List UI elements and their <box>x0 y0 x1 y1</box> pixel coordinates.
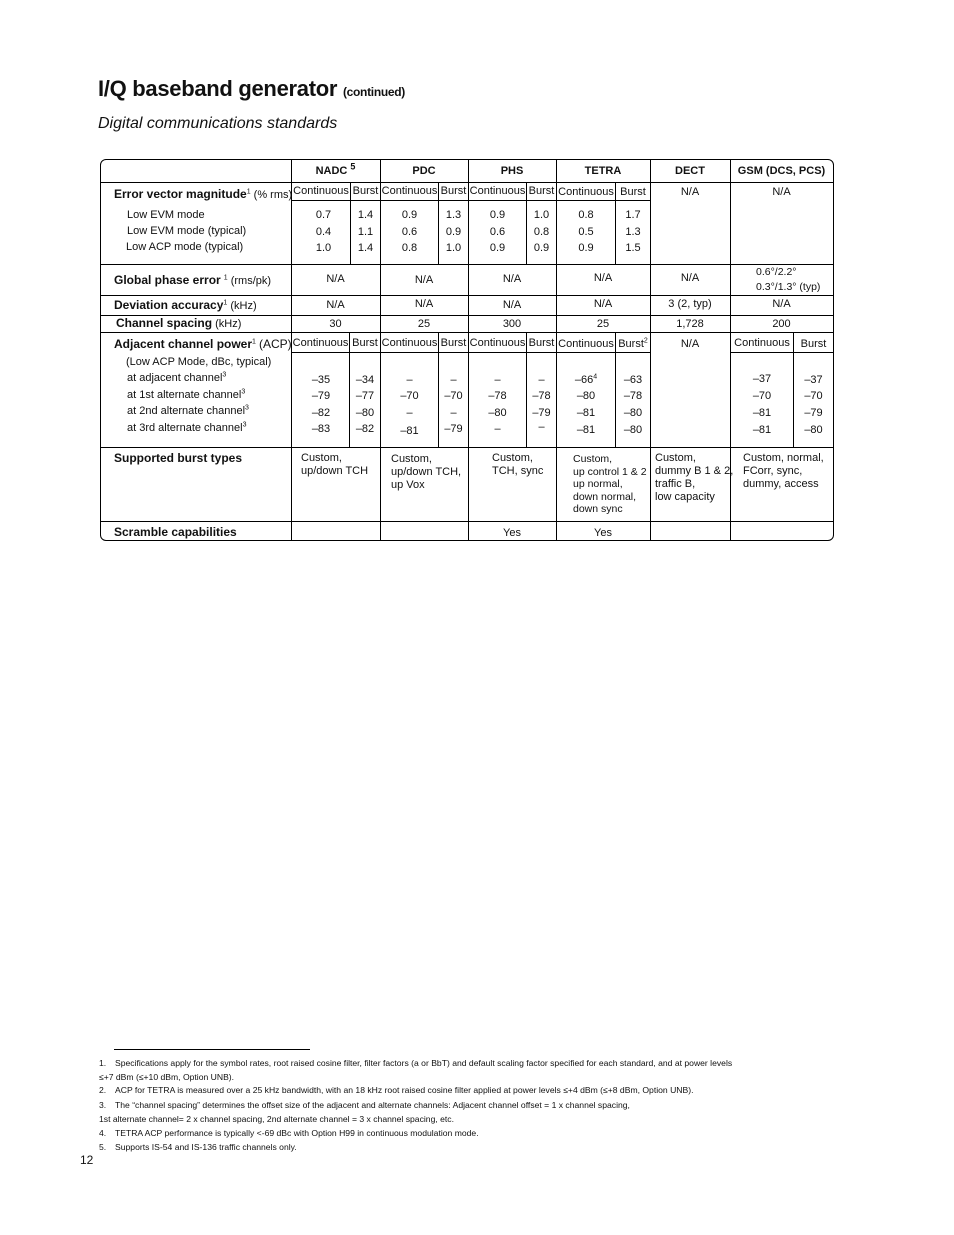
acp-pdc-burst: –79 <box>444 423 463 435</box>
evm-tetra-burst: 1.7 1.3 1.5 <box>625 209 641 254</box>
acp-nadc-continuous: –35 <box>311 374 331 386</box>
acp-tetra-burst: –78 <box>623 390 643 402</box>
scramble-tetra: Yes <box>594 527 612 539</box>
acp-gsm-continuous: –81 <box>752 424 772 436</box>
acp-dect: N/A <box>680 338 700 350</box>
acp-tetra-burst: –80 <box>623 424 643 436</box>
acp-note: (Low ACP Mode, dBc, typical) <box>126 356 272 368</box>
sub-burst2-sup: 2 <box>643 337 648 345</box>
title-suffix: (continued) <box>342 85 405 99</box>
acp-phs-continuous: –78 <box>488 390 507 402</box>
acp-nadc-continuous: –82 <box>311 407 331 419</box>
spacing-label <box>116 315 241 332</box>
sub-burst: Burst <box>528 337 555 349</box>
acp-tetra-continuous: –81 <box>576 424 596 436</box>
acp-nadc-burst: –77 <box>355 390 375 402</box>
header-gsm: GSM (DCS, PCS) <box>737 165 826 177</box>
phase-unit: (rms/pk) <box>230 275 272 287</box>
acp-row-sup: 3 <box>222 371 227 379</box>
acp-label-text: Adjacent channel power <box>114 337 253 351</box>
sub-continuous: Continuous <box>469 185 526 197</box>
spacing-nadc: 30 <box>329 318 342 330</box>
spacing-phs: 300 <box>502 318 522 330</box>
sub-continuous: Continuous <box>293 185 349 197</box>
deviation-phs: N/A <box>502 299 522 311</box>
burst-types-nadc: Custom, up/down TCH <box>301 452 369 477</box>
sub-burst2-text: Burst <box>618 338 644 350</box>
footnote-number: 1. <box>99 1058 107 1068</box>
sub-burst: Burst <box>528 185 555 197</box>
phase-pdc: N/A <box>414 274 434 286</box>
footnote-number: 5. <box>99 1142 107 1152</box>
deviation-gsm: N/A <box>772 298 791 310</box>
deviation-label-text: Deviation accuracy <box>114 298 224 312</box>
header-pdc: PDC <box>412 165 436 177</box>
phase-label-text: Global phase error <box>114 273 221 287</box>
phase-tetra: N/A <box>593 272 613 284</box>
acp-phs-burst: – <box>538 374 545 386</box>
burst-types-label: Supported burst types <box>114 451 243 465</box>
header-nadc-sup: 5 <box>350 161 356 172</box>
footnote-3 <box>99 1099 630 1113</box>
spacing-unit: (kHz) <box>215 318 242 330</box>
evm-pdc-burst: 1.3 0.9 1.0 <box>445 209 462 254</box>
evm-row-label: Low EVM mode (typical) <box>127 225 247 237</box>
title-text: I/Q baseband generator <box>98 76 338 101</box>
evm-unit: (% rms) <box>253 189 293 201</box>
page-title <box>98 76 405 102</box>
burst-types-tetra: Custom, up control 1 & 2 up normal, down normal, down sync <box>573 453 647 516</box>
acp-row-label <box>127 403 249 419</box>
burst-types-phs: Custom, TCH, sync <box>492 452 544 477</box>
footnote-1-cont: ≤+7 dBm (≤+10 dBm, Option UNB). <box>99 1072 235 1082</box>
acp-phs-continuous: – <box>494 374 501 386</box>
footnote-text: Supports IS-54 and IS-136 traffic channels only. <box>115 1142 297 1152</box>
acp-pdc-continuous: – <box>406 374 413 386</box>
acp-unit: (ACP) <box>259 337 292 351</box>
acp-row-sup: 3 <box>245 404 249 412</box>
acp-row-label <box>127 387 245 403</box>
acp-phs-burst: – <box>538 421 545 433</box>
acp-gsm-burst: –80 <box>804 424 823 436</box>
acp-gsm-burst: –37 <box>804 374 823 386</box>
acp-row-text: at 2nd alternate channel <box>127 405 246 417</box>
acp-gsm-continuous: –37 <box>752 373 772 385</box>
sub-burst: Burst <box>440 337 467 349</box>
phase-nadc: N/A <box>326 273 345 285</box>
acp-tetra-continuous <box>557 372 615 388</box>
acp-row-label <box>127 420 247 436</box>
footnote-2 <box>99 1084 693 1098</box>
acp-sup: 1 <box>252 338 256 346</box>
acp-label <box>114 336 292 353</box>
header-dect: DECT <box>675 165 705 177</box>
deviation-sup: 1 <box>223 299 228 307</box>
acp-phs-burst: –79 <box>532 407 551 419</box>
acp-row-text: at adjacent channel <box>127 372 223 384</box>
sub-burst2 <box>616 336 650 352</box>
acp-pdc-continuous: –70 <box>400 390 419 402</box>
sub-continuous: Continuous <box>734 337 790 349</box>
header-tetra: TETRA <box>584 165 622 177</box>
acp-nadc-burst: –80 <box>355 407 375 419</box>
evm-phs-burst: 1.0 0.8 0.9 <box>533 209 550 254</box>
footnote-text: TETRA ACP performance is typically <-69 dBc with Option H99 in continuous modulation mode. <box>115 1128 479 1138</box>
sub-burst: Burst <box>352 337 378 349</box>
footnote-text: The “channel spacing” determines the offset size of the adjacent and alternate channels: Adjacent channel offset = 1 x channel spacing, <box>115 1100 630 1110</box>
footnote-3-cont: 1st alternate channel= 2 x channel spacing, 2nd alternate channel = 3 x channel spacing, etc. <box>99 1114 454 1124</box>
sub-burst: Burst <box>800 338 827 350</box>
phase-dect: N/A <box>680 272 700 284</box>
acp-nadc-continuous: –83 <box>311 423 331 435</box>
acp-pdc-burst: – <box>450 407 457 419</box>
footnote-text: ACP for TETRA is measured over a 25 kHz bandwidth, with an 18 kHz root raised cosine filter applied at power levels ≤+4 dBm (≤+8 dBm, Option UNB). <box>115 1085 694 1095</box>
spacing-pdc: 25 <box>417 318 431 330</box>
section-subtitle: Digital communications standards <box>98 115 338 132</box>
footnote-rule <box>114 1049 310 1050</box>
acp-nadc-continuous: –79 <box>311 390 331 402</box>
deviation-tetra: N/A <box>593 298 613 310</box>
deviation-dect: 3 (2, typ) <box>668 298 712 310</box>
deviation-label <box>114 297 257 314</box>
acp-pdc-continuous: – <box>406 407 413 419</box>
sub-continuous: Continuous <box>381 185 438 197</box>
deviation-unit: (kHz) <box>230 300 257 312</box>
burst-types-pdc: Custom, up/down TCH, up Vox <box>391 453 462 491</box>
phase-sup: 1 <box>223 274 228 282</box>
footnote-text: Specifications apply for the symbol rates, root raised cosine filter, filter factors (a or BbT) and default scaling factor specified for each standard, and at power levels <box>115 1058 733 1068</box>
phase-gsm: 0.6°/2.2° <box>756 266 797 278</box>
acp-tetra-continuous: –80 <box>576 390 596 402</box>
footnote-4 <box>99 1127 479 1141</box>
phase-phs: N/A <box>502 273 522 285</box>
evm-gsm: N/A <box>772 186 791 198</box>
header-nadc <box>291 163 380 179</box>
acp-phs-continuous: – <box>494 423 501 435</box>
acp-phs-burst: –78 <box>532 390 551 402</box>
acp-row-label <box>127 370 226 386</box>
spacing-dect: 1,728 <box>676 318 704 330</box>
evm-label-text: Error vector magnitude <box>114 187 247 201</box>
evm-dect: N/A <box>680 186 700 198</box>
burst-types-gsm: Custom, normal, FCorr, sync, dummy, access <box>743 452 824 490</box>
evm-nadc-continuous: 0.7 0.4 1.0 <box>315 209 332 254</box>
evm-tetra-continuous: 0.8 0.5 0.9 <box>578 209 594 254</box>
acp-pdc-burst: – <box>450 374 457 386</box>
sub-burst: Burst <box>352 185 379 197</box>
deviation-nadc: N/A <box>326 299 345 311</box>
acp-row-text: at 3rd alternate channel <box>127 422 243 434</box>
header-nadc-text: NADC <box>315 165 348 177</box>
sub-continuous: Continuous <box>469 337 526 349</box>
acp-gsm-continuous: –70 <box>752 390 772 402</box>
acp-row-sup: 3 <box>242 421 247 429</box>
sub-burst: Burst <box>620 186 646 198</box>
scramble-label: Scramble capabilities <box>114 525 237 539</box>
acp-nadc-burst: –82 <box>355 423 375 435</box>
phase-label <box>114 272 271 289</box>
sub-continuous: Continuous <box>558 186 614 198</box>
acp-gsm-burst: –79 <box>804 407 823 419</box>
footnote-number: 3. <box>99 1100 107 1110</box>
evm-row-label: Low ACP mode (typical) <box>126 241 244 253</box>
spacing-gsm: 200 <box>772 318 791 330</box>
page-number: 12 <box>80 1153 94 1167</box>
acp-tetra-burst: –80 <box>623 407 643 419</box>
spacing-tetra: 25 <box>596 318 610 330</box>
acp-gsm-burst: –70 <box>804 390 823 402</box>
standards-table <box>100 159 834 541</box>
evm-sup: 1 <box>246 188 251 196</box>
phase-gsm-typ: 0.3°/1.3° (typ) <box>756 281 821 293</box>
acp-row-text: at 1st alternate channel <box>127 389 242 401</box>
evm-phs-continuous: 0.9 0.6 0.9 <box>489 209 506 254</box>
acp-tetra-continuous-value: –66 <box>574 374 594 386</box>
acp-tetra-burst: –63 <box>623 374 643 386</box>
footnote-5 <box>99 1141 297 1155</box>
acp-pdc-continuous: –81 <box>400 425 419 437</box>
footnote-number: 2. <box>99 1085 107 1095</box>
acp-gsm-continuous: –81 <box>752 407 772 419</box>
acp-nadc-burst: –34 <box>355 374 375 386</box>
acp-phs-continuous: –80 <box>488 407 507 419</box>
footnote-number: 4. <box>99 1128 107 1138</box>
acp-tetra-continuous: –81 <box>576 407 596 419</box>
evm-nadc-burst: 1.4 1.1 1.4 <box>357 209 374 254</box>
spacing-label-text: Channel spacing <box>116 316 213 330</box>
evm-pdc-continuous: 0.9 0.6 0.8 <box>401 209 418 254</box>
evm-row-label: Low EVM mode <box>127 209 205 221</box>
acp-tetra-sup: 4 <box>593 373 598 381</box>
header-phs: PHS <box>500 165 524 177</box>
sub-continuous: Continuous <box>558 338 614 350</box>
evm-label <box>114 186 292 203</box>
sub-burst: Burst <box>440 185 467 197</box>
sub-continuous: Continuous <box>292 337 349 349</box>
sub-continuous: Continuous <box>381 337 438 349</box>
acp-row-sup: 3 <box>241 388 246 396</box>
scramble-phs: Yes <box>503 527 521 539</box>
footnote-1 <box>99 1057 732 1071</box>
burst-types-dect: Custom, dummy B 1 & 2, traffic B, low capacity <box>655 452 734 503</box>
acp-pdc-burst: –70 <box>444 390 463 402</box>
deviation-pdc: N/A <box>414 298 434 310</box>
